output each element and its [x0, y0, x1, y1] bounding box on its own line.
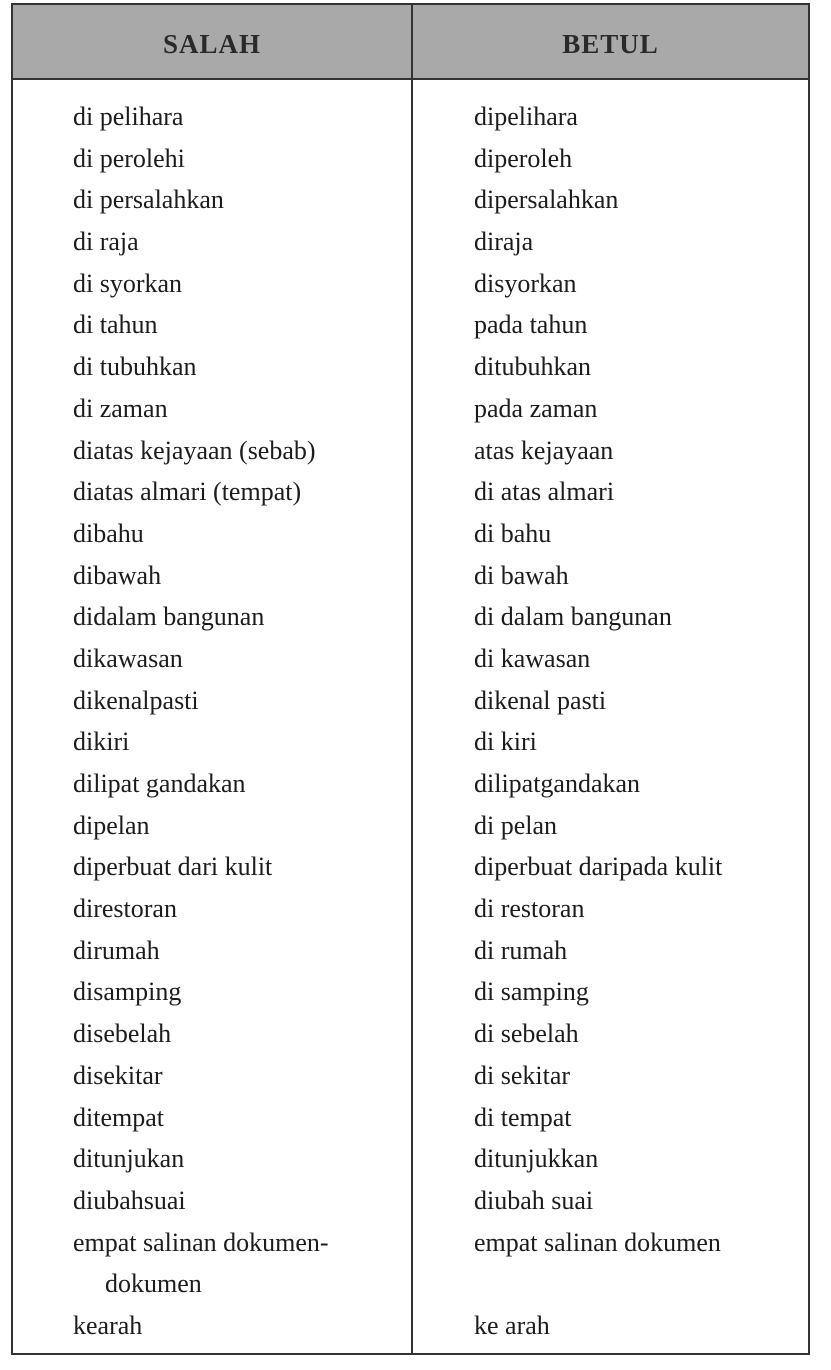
table-body — [13, 96, 808, 1346]
table-row — [13, 263, 808, 305]
salah-cell: ditempat — [73, 1102, 164, 1132]
table-row — [13, 1013, 808, 1055]
betul-cell: diraja — [474, 227, 534, 257]
header-salah: SALAH — [162, 29, 262, 59]
table-row — [13, 304, 808, 346]
salah-cell: diubahsuai — [73, 1185, 186, 1215]
betul-cell: atas kejayaan — [474, 435, 614, 465]
salah-cell: di tahun — [73, 310, 158, 340]
table-row — [13, 346, 808, 388]
salah-cell: dikenalpasti — [73, 685, 199, 715]
table-row — [13, 96, 808, 138]
table-row — [13, 555, 808, 597]
table-row — [13, 596, 808, 638]
table-row — [13, 888, 808, 930]
betul-cell: di kiri — [474, 727, 537, 757]
salah-cell: diatas almari (tempat) — [73, 477, 302, 507]
salah-cell: dilipat gandakan — [73, 769, 246, 798]
betul-cell: ditubuhkan — [474, 352, 591, 382]
table-row — [13, 1222, 808, 1305]
betul-cell: di dalam bangunan — [474, 602, 672, 632]
salah-cell: diatas kejayaan (sebab) — [73, 435, 316, 465]
betul-cell: di restoran — [474, 894, 585, 924]
header-betul: BETUL — [562, 29, 659, 59]
comparison-table — [11, 3, 810, 1355]
betul-cell: di pelan — [474, 810, 558, 840]
betul-cell: dilipatgandakan — [474, 769, 641, 798]
betul-cell: ke arah — [474, 1310, 550, 1340]
salah-cell: dibawah — [73, 560, 162, 590]
betul-cell: di atas almari — [474, 477, 615, 507]
salah-cell: di perolehi — [73, 143, 185, 173]
table-row — [13, 971, 808, 1013]
table-row — [13, 763, 808, 805]
salah-cell: disebelah — [73, 1019, 172, 1049]
salah-cell: direstoran — [73, 894, 177, 924]
table-row — [13, 179, 808, 221]
table-row — [13, 1305, 808, 1347]
table-row — [13, 638, 808, 680]
salah-cell: di pelihara — [73, 102, 184, 131]
betul-cell: di tempat — [474, 1102, 572, 1132]
betul-cell: di sebelah — [474, 1019, 579, 1049]
betul-cell: di rumah — [474, 935, 568, 965]
betul-cell: di sekitar — [474, 1060, 571, 1090]
betul-cell: pada zaman — [474, 393, 598, 423]
table-row — [13, 513, 808, 555]
betul-cell: empat salinan dokumen — [474, 1227, 721, 1257]
table-row — [13, 138, 808, 180]
table-row — [13, 930, 808, 972]
betul-cell: ditunjukkan — [474, 1144, 599, 1174]
betul-cell: dipersalahkan — [474, 185, 619, 215]
salah-cell: di zaman — [73, 393, 168, 423]
betul-cell: diubah suai — [474, 1185, 594, 1215]
salah-cell: di raja — [73, 227, 139, 257]
table-row — [13, 1180, 808, 1222]
salah-cell: dikiri — [73, 727, 130, 757]
betul-cell: dipelihara — [474, 102, 578, 131]
betul-cell: disyorkan — [474, 268, 577, 298]
table-row — [13, 846, 808, 888]
salah-cell: dikawasan — [73, 643, 183, 673]
salah-cell: dibahu — [73, 518, 144, 548]
table-row — [13, 721, 808, 763]
betul-cell: di samping — [474, 977, 589, 1007]
salah-cell: disamping — [73, 977, 182, 1007]
salah-cell — [73, 1222, 403, 1304]
salah-cell: diperbuat dari kulit — [73, 852, 273, 882]
table-row — [13, 680, 808, 722]
betul-cell: di bawah — [474, 560, 569, 590]
salah-cell: didalam bangunan — [73, 602, 265, 632]
betul-cell: di bahu — [474, 518, 552, 548]
table-row — [13, 221, 808, 263]
table-row — [13, 430, 808, 472]
salah-cell: ditunjukan — [73, 1144, 185, 1174]
salah-cell: kearah — [73, 1310, 143, 1340]
salah-cell-line2: dokumen — [105, 1268, 202, 1298]
salah-cell: dipelan — [73, 810, 150, 840]
table-row — [13, 388, 808, 430]
salah-cell: di persalahkan — [73, 185, 224, 215]
table-row — [13, 471, 808, 513]
salah-cell: di tubuhkan — [73, 352, 197, 382]
salah-cell: di syorkan — [73, 268, 183, 298]
table-row — [13, 1138, 808, 1180]
betul-cell: di kawasan — [474, 643, 591, 673]
salah-cell: dirumah — [73, 935, 160, 965]
betul-cell: diperoleh — [474, 143, 573, 173]
table-row — [13, 805, 808, 847]
salah-cell-line1: empat salinan dokumen- — [73, 1227, 329, 1257]
table-row — [13, 1055, 808, 1097]
salah-cell: disekitar — [73, 1060, 163, 1090]
table-row — [13, 1097, 808, 1139]
betul-cell: diperbuat daripada kulit — [474, 852, 723, 882]
betul-cell: pada tahun — [474, 310, 588, 340]
betul-cell: dikenal pasti — [474, 685, 607, 715]
